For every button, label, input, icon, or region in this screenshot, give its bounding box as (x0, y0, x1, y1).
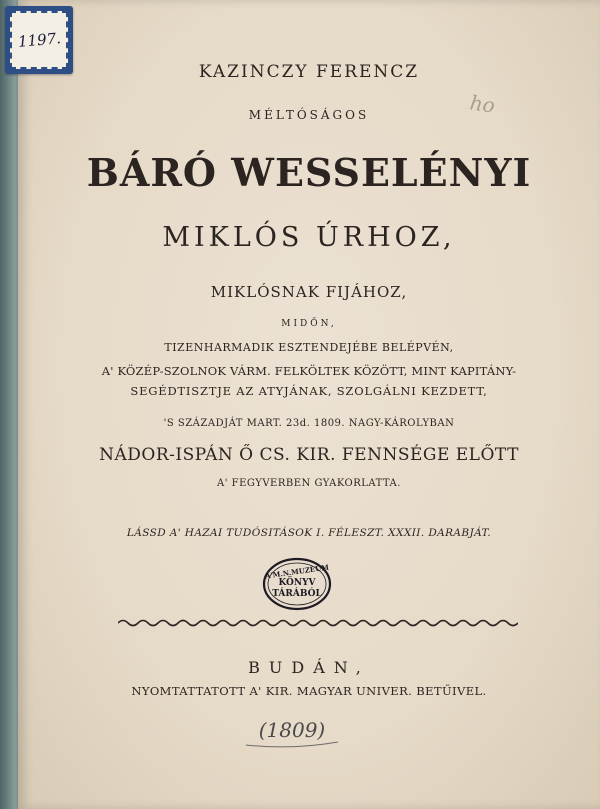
recipient: MIKLÓS ÚRHOZ, (162, 222, 456, 253)
relation: MIKLÓSNAK FIJÁHOZ, (210, 283, 408, 301)
library-label-number: 1197. (16, 29, 62, 51)
stamp-line-3: TÁRÁBÓL (272, 589, 322, 599)
honorific: MÉLTÓSÁGOS (248, 108, 370, 122)
handwritten-year (240, 712, 344, 750)
occasion-line-1: TIZENHARMADIK ESZTENDEJÉBE BELÉPVÉN, (164, 341, 454, 354)
stamp-line-2: KÖNYV (278, 578, 316, 588)
date-line: 'S SZÁZADJÁT MART. 23d. 1809. NAGY-KÁROLYBAN (163, 418, 455, 429)
imprint-place: BUDÁN, (248, 658, 370, 677)
dedicatee-name: BÁRÓ WESSELÉNYI (86, 150, 532, 195)
museum-stamp (262, 557, 332, 611)
pencil-note: ho (468, 90, 497, 118)
library-label-inner (10, 11, 68, 69)
author: KAZINCZY FERENCZ (198, 62, 420, 82)
ornamental-rule (118, 618, 518, 628)
before-line: NÁDOR-ISPÁN Ő CS. KIR. FENNSÉGE ELŐTT (99, 445, 519, 465)
handwritten-year-text: (1809) (258, 718, 326, 742)
imprint-printer: NYOMTATTATOTT A' KIR. MAGYAR UNIVER. BETŰIVEL. (131, 684, 487, 698)
reference-line: LÁSSD A' HAZAI TUDÓSITÁSOK I. FÉLESZT. XXXII. DARABJÁT. (126, 527, 492, 539)
stamp-line-1: A'M.N.MUZEUM (264, 562, 330, 581)
occasion-line-3: SEGÉDTISZTJE AZ ATYJÁNAK, SZOLGÁLNI KEZDETT, (130, 384, 488, 398)
practice-line: A' FEGYVERBEN GYAKORLATTA. (217, 478, 401, 489)
when: MIDŐN, (281, 319, 337, 329)
occasion-line-2: A' KÖZÉP-SZOLNOK VÁRM. FELKÖLTEK KÖZÖTT, MINT KAPITÁNY- (101, 364, 517, 378)
